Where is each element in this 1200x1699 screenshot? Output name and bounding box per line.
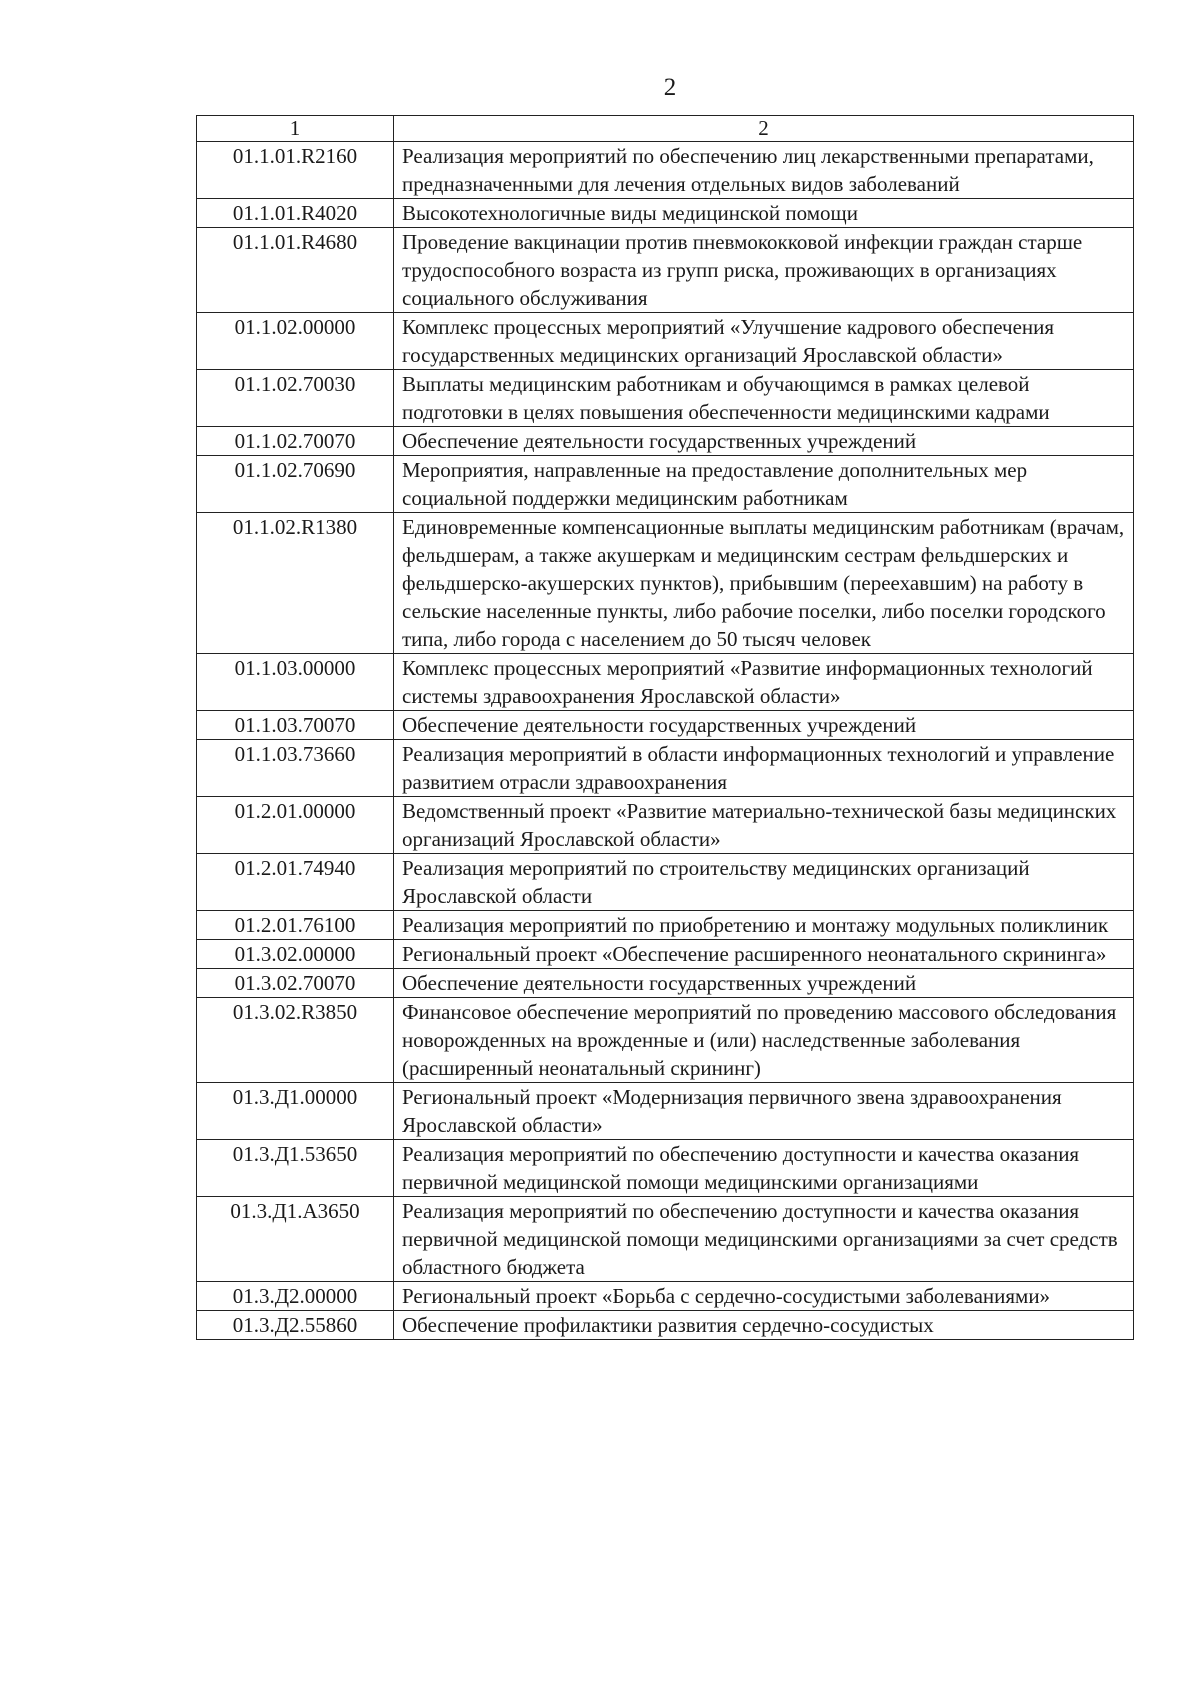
row-code-cell: 01.2.01.74940 — [197, 854, 394, 911]
table-row — [197, 654, 1134, 711]
table-header-row — [197, 116, 1134, 142]
table-row — [197, 370, 1134, 427]
row-code-cell: 01.3.02.70070 — [197, 969, 394, 998]
row-code-cell: 01.1.03.00000 — [197, 654, 394, 711]
table-row — [197, 911, 1134, 940]
row-name-cell: Реализация мероприятий по строительству медицинских организаций Ярославской области — [394, 854, 1134, 911]
table-row — [197, 1083, 1134, 1140]
row-code-cell: 01.1.01.R4020 — [197, 199, 394, 228]
table-row — [197, 854, 1134, 911]
table-row — [197, 199, 1134, 228]
table-row — [197, 969, 1134, 998]
table-row — [197, 456, 1134, 513]
row-name-cell: Обеспечение деятельности государственных учреждений — [394, 427, 1134, 456]
row-name-cell: Реализация мероприятий в области информационных технологий и управление развитием отрасли здравоохранения — [394, 740, 1134, 797]
table-row — [197, 1197, 1134, 1282]
row-code-cell: 01.2.01.00000 — [197, 797, 394, 854]
row-name-cell: Обеспечение деятельности государственных учреждений — [394, 711, 1134, 740]
row-code-cell: 01.1.02.70070 — [197, 427, 394, 456]
row-name-cell: Реализация мероприятий по обеспечению доступности и качества оказания первичной медицинской помощи медицинскими организациями — [394, 1140, 1134, 1197]
table-row — [197, 998, 1134, 1083]
table-row — [197, 797, 1134, 854]
row-name-cell: Обеспечение деятельности государственных учреждений — [394, 969, 1134, 998]
row-name-cell: Выплаты медицинским работникам и обучающимся в рамках целевой подготовки в целях повышения обеспеченности медицинскими кадрами — [394, 370, 1134, 427]
table-row — [197, 711, 1134, 740]
row-name-cell: Региональный проект «Борьба с сердечно-сосудистыми заболеваниями» — [394, 1282, 1134, 1311]
row-code-cell: 01.2.01.76100 — [197, 911, 394, 940]
table-row — [197, 228, 1134, 313]
row-name-cell: Реализация мероприятий по обеспечению доступности и качества оказания первичной медицинской помощи медицинскими организациями за счет средств областного бюджета — [394, 1197, 1134, 1282]
row-code-cell: 01.3.02.R3850 — [197, 998, 394, 1083]
row-name-cell: Ведомственный проект «Развитие материально-технической базы медицинских организаций Ярославской области» — [394, 797, 1134, 854]
row-code-cell: 01.1.01.R4680 — [197, 228, 394, 313]
table-row — [197, 427, 1134, 456]
row-code-cell: 01.1.03.73660 — [197, 740, 394, 797]
table-row — [197, 142, 1134, 199]
row-code-cell: 01.3.Д1.А3650 — [197, 1197, 394, 1282]
row-code-cell: 01.1.02.00000 — [197, 313, 394, 370]
table-row — [197, 513, 1134, 654]
row-code-cell: 01.3.Д2.00000 — [197, 1282, 394, 1311]
row-name-cell: Реализация мероприятий по приобретению и монтажу модульных поликлиник — [394, 911, 1134, 940]
row-name-cell: Комплекс процессных мероприятий «Улучшение кадрового обеспечения государственных медицинских организаций Ярославской области» — [394, 313, 1134, 370]
table-row — [197, 940, 1134, 969]
row-name-cell: Единовременные компенсационные выплаты медицинским работникам (врачам, фельдшерам, а также акушеркам и медицинским сестрам фельдшерских и фельдшерско-акушерских пунктов), прибывшим (переехавшим) на работу в сельские населенные пункты, либо рабочие поселки, либо поселки городского типа, либо города с населением до 50 тысяч человек — [394, 513, 1134, 654]
row-code-cell: 01.3.Д1.53650 — [197, 1140, 394, 1197]
row-name-cell: Региональный проект «Модернизация первичного звена здравоохранения Ярославской области» — [394, 1083, 1134, 1140]
row-code-cell: 01.3.Д2.55860 — [197, 1311, 394, 1340]
row-name-cell: Финансовое обеспечение мероприятий по проведению массового обследования новорожденных на врожденные и (или) наследственные заболевания (расширенный неонатальный скрининг) — [394, 998, 1134, 1083]
row-code-cell: 01.1.02.R1380 — [197, 513, 394, 654]
row-name-cell: Высокотехнологичные виды медицинской помощи — [394, 199, 1134, 228]
row-code-cell: 01.1.02.70690 — [197, 456, 394, 513]
table-row — [197, 1140, 1134, 1197]
row-code-cell: 01.1.02.70030 — [197, 370, 394, 427]
table-row — [197, 1282, 1134, 1311]
row-code-cell: 01.1.01.R2160 — [197, 142, 394, 199]
row-name-cell: Проведение вакцинации против пневмококковой инфекции граждан старше трудоспособного возраста из групп риска, проживающих в организациях социального обслуживания — [394, 228, 1134, 313]
page-number: 2 — [663, 74, 677, 101]
table-row — [197, 1311, 1134, 1340]
row-code-cell: 01.1.03.70070 — [197, 711, 394, 740]
table-row — [197, 313, 1134, 370]
row-name-cell: Обеспечение профилактики развития сердечно-сосудистых — [394, 1311, 1134, 1340]
column-header-name: 2 — [394, 116, 1134, 142]
row-code-cell: 01.3.02.00000 — [197, 940, 394, 969]
row-name-cell: Региональный проект «Обеспечение расширенного неонатального скрининга» — [394, 940, 1134, 969]
row-name-cell: Мероприятия, направленные на предоставление дополнительных мер социальной поддержки медицинским работникам — [394, 456, 1134, 513]
budget-code-table — [196, 115, 1134, 1340]
row-code-cell: 01.3.Д1.00000 — [197, 1083, 394, 1140]
table-row — [197, 740, 1134, 797]
column-header-code: 1 — [197, 116, 394, 142]
row-name-cell: Комплекс процессных мероприятий «Развитие информационных технологий системы здравоохранения Ярославской области» — [394, 654, 1134, 711]
row-name-cell: Реализация мероприятий по обеспечению лиц лекарственными препаратами, предназначенными для лечения отдельных видов заболеваний — [394, 142, 1134, 199]
